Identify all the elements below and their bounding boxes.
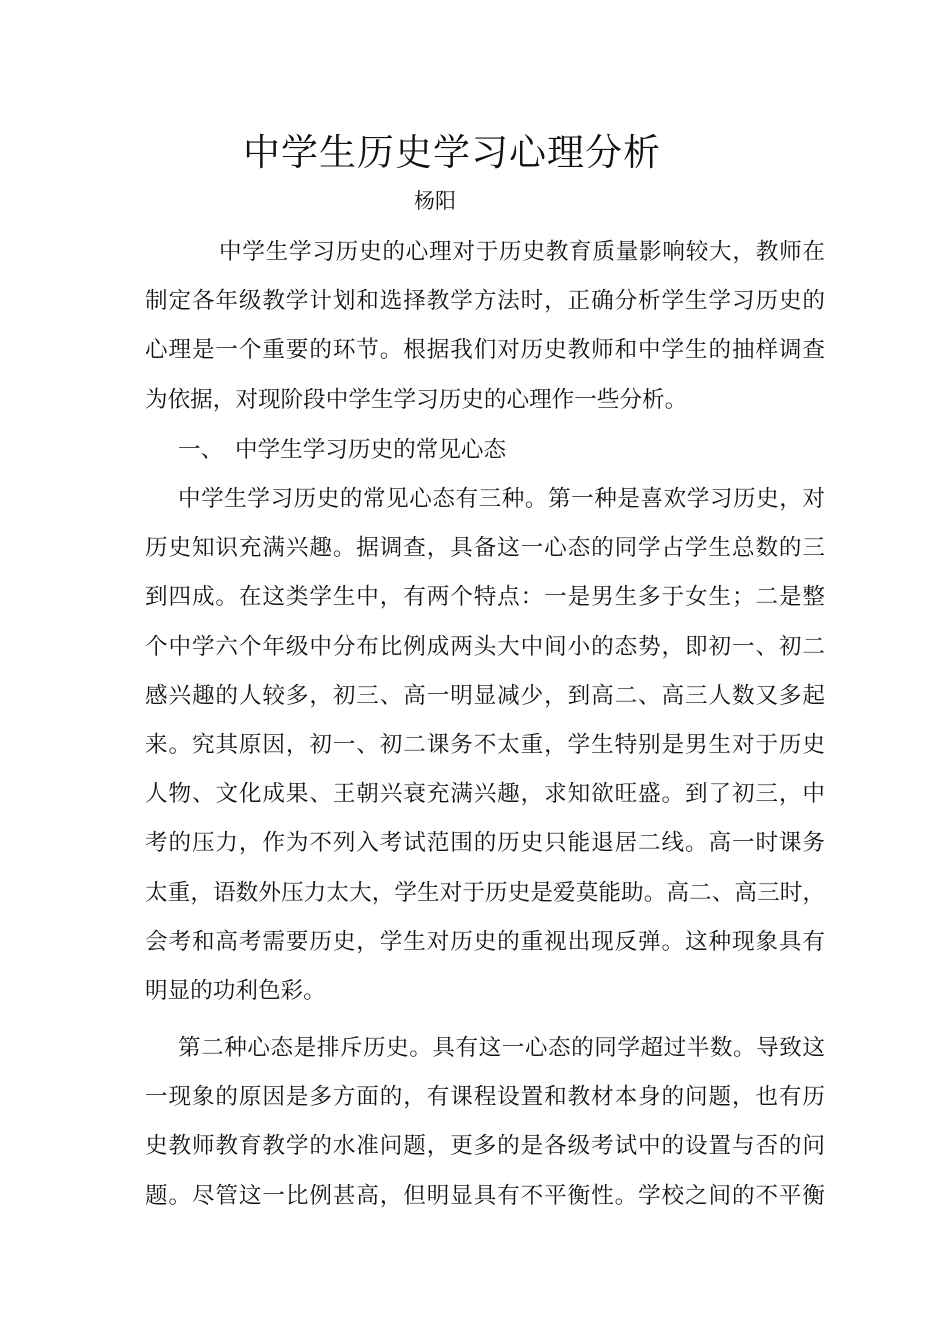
paragraph-line: 历史知识充满兴趣。据调查，具备这一心态的同学占学生总数的三: [145, 535, 825, 562]
paragraph-line: 人物、文化成果、王朝兴衰充满兴趣，求知欲旺盛。到了初三，中: [145, 781, 825, 808]
paragraph-line: 中学生学习历史的常见心态有三种。第一种是喜欢学习历史，对: [178, 486, 825, 512]
section-number: 一、: [178, 437, 224, 463]
paragraph-line: 会考和高考需要历史，学生对历史的重视出现反弹。这种现象具有: [145, 928, 825, 955]
paragraph-line: 明显的功利色彩。: [145, 977, 326, 1004]
document-title: 中学生历史学习心理分析: [243, 131, 661, 174]
paragraph-line: 个中学六个年级中分布比例成两头大中间小的态势，即初一、初二: [145, 633, 825, 660]
section1-paragraph-1: [145, 475, 825, 1016]
paragraph-line: 感兴趣的人较多，初三、高一明显减少，到高二、高三人数又多起: [145, 682, 825, 709]
paragraph-line: 考的压力，作为不列入考试范围的历史只能退居二线。高一时课务: [145, 830, 825, 857]
paragraph-line: 第二种心态是排斥历史。具有这一心态的同学超过半数。导致这: [178, 1035, 825, 1061]
paragraph-line: 一现象的原因是多方面的，有课程设置和教材本身的问题，也有历: [145, 1084, 825, 1111]
paragraph-line: 中学生学习历史的心理对于历史教育质量影响较大，教师在: [219, 239, 825, 265]
paragraph-line: 为依据，对现阶段中学生学习历史的心理作一些分析。: [145, 386, 688, 413]
section-heading: [145, 426, 825, 475]
section-title: 中学生学习历史的常见心态: [235, 437, 507, 463]
paragraph-line: 制定各年级教学计划和选择教学方法时，正确分析学生学习历史的: [145, 288, 825, 315]
paragraph-line: 来。究其原因，初一、初二课务不太重，学生特别是男生对于历史: [145, 731, 825, 758]
paragraph-line: 题。尽管这一比例甚高，但明显具有不平衡性。学校之间的不平衡: [145, 1182, 825, 1209]
document-author: 杨阳: [414, 189, 456, 213]
paragraph-line: 太重，语数外压力太大，学生对于历史是爱莫能助。高二、高三时，: [145, 879, 825, 906]
paragraph-line: 史教师教育教学的水准问题，更多的是各级考试中的设置与否的问: [145, 1133, 825, 1160]
section1-paragraph-2: [145, 1024, 825, 1221]
intro-paragraph: [145, 228, 825, 425]
paragraph-line: 到四成。在这类学生中，有两个特点：一是男生多于女生；二是整: [145, 584, 825, 611]
paragraph-line: 心理是一个重要的环节。根据我们对历史教师和中学生的抽样调查: [145, 337, 825, 364]
